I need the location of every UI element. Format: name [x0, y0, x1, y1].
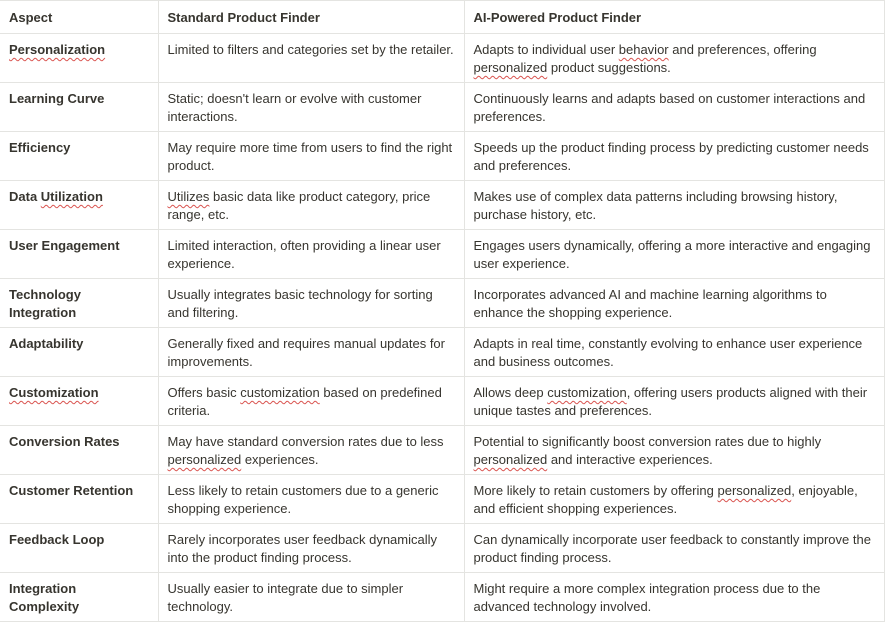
standard-cell: May have standard conversion rates due to less personalized experiences.: [158, 426, 464, 475]
standard-cell: Limited interaction, often providing a linear user experience.: [158, 230, 464, 279]
aspect-cell: Data Utilization: [0, 181, 158, 230]
table-row: [0, 475, 884, 524]
spellcheck-flagged-word: personalized: [473, 60, 548, 75]
aspect-cell: Integration Complexity: [0, 573, 158, 622]
aspect-cell: User Engagement: [0, 230, 158, 279]
ai-cell: Potential to significantly boost conversion rates due to highly personalized and interactive experiences.: [464, 426, 884, 475]
header-standard: Standard Product Finder: [158, 1, 464, 34]
spellcheck-flagged-word: Utilizes: [167, 189, 210, 204]
standard-cell: May require more time from users to find the right product.: [158, 132, 464, 181]
spellcheck-flagged-word: customization: [547, 385, 627, 400]
ai-cell: More likely to retain customers by offering personalized, enjoyable, and efficient shopping experiences.: [464, 475, 884, 524]
spellcheck-flagged-word: Customization: [9, 385, 99, 400]
ai-cell: Allows deep customization, offering users products aligned with their unique tastes and preferences.: [464, 377, 884, 426]
aspect-cell: Technology Integration: [0, 279, 158, 328]
aspect-cell: Customer Retention: [0, 475, 158, 524]
standard-cell: Usually integrates basic technology for sorting and filtering.: [158, 279, 464, 328]
table-row: [0, 279, 884, 328]
table-row: [0, 230, 884, 279]
table-row: [0, 426, 884, 475]
table-row: [0, 573, 884, 622]
standard-cell: Usually easier to integrate due to simpler technology.: [158, 573, 464, 622]
spellcheck-flagged-word: personalized: [473, 452, 548, 467]
spellcheck-flagged-word: Personalization: [9, 42, 106, 57]
ai-cell: Speeds up the product finding process by predicting customer needs and preferences.: [464, 132, 884, 181]
standard-cell: Offers basic customization based on predefined criteria.: [158, 377, 464, 426]
table-body: [0, 34, 884, 622]
ai-cell: Incorporates advanced AI and machine learning algorithms to enhance the shopping experience.: [464, 279, 884, 328]
table-row: [0, 377, 884, 426]
aspect-cell: Adaptability: [0, 328, 158, 377]
table-row: [0, 524, 884, 573]
spellcheck-flagged-word: customization: [240, 385, 320, 400]
table-row: [0, 34, 884, 83]
table-row: [0, 83, 884, 132]
header-ai: AI-Powered Product Finder: [464, 1, 884, 34]
ai-cell: Adapts in real time, constantly evolving to enhance user experience and business outcomes.: [464, 328, 884, 377]
aspect-cell: Learning Curve: [0, 83, 158, 132]
header-aspect: Aspect: [0, 1, 158, 34]
spellcheck-flagged-word: personalized: [167, 452, 242, 467]
table-header-row: [0, 1, 884, 34]
spellcheck-flagged-word: Utilization: [40, 189, 103, 204]
spellcheck-flagged-word: personalized: [717, 483, 792, 498]
ai-cell: Makes use of complex data patterns including browsing history, purchase history, etc.: [464, 181, 884, 230]
standard-cell: Generally fixed and requires manual updates for improvements.: [158, 328, 464, 377]
ai-cell: Might require a more complex integration process due to the advanced technology involved.: [464, 573, 884, 622]
table-row: [0, 132, 884, 181]
aspect-cell: [0, 377, 158, 426]
aspect-cell: Feedback Loop: [0, 524, 158, 573]
ai-cell: Engages users dynamically, offering a more interactive and engaging user experience.: [464, 230, 884, 279]
standard-cell: Utilizes basic data like product category, price range, etc.: [158, 181, 464, 230]
ai-cell: Continuously learns and adapts based on customer interactions and preferences.: [464, 83, 884, 132]
table-row: [0, 328, 884, 377]
standard-cell: Less likely to retain customers due to a generic shopping experience.: [158, 475, 464, 524]
aspect-cell: [0, 34, 158, 83]
ai-cell: Can dynamically incorporate user feedback to constantly improve the product finding process.: [464, 524, 884, 573]
aspect-cell: Efficiency: [0, 132, 158, 181]
standard-cell: Rarely incorporates user feedback dynamically into the product finding process.: [158, 524, 464, 573]
standard-cell: Limited to filters and categories set by the retailer.: [158, 34, 464, 83]
standard-cell: Static; doesn't learn or evolve with customer interactions.: [158, 83, 464, 132]
aspect-cell: Conversion Rates: [0, 426, 158, 475]
ai-cell: Adapts to individual user behavior and preferences, offering personalized product suggestions.: [464, 34, 884, 83]
table-row: [0, 181, 884, 230]
spellcheck-flagged-word: behavior: [618, 42, 669, 57]
